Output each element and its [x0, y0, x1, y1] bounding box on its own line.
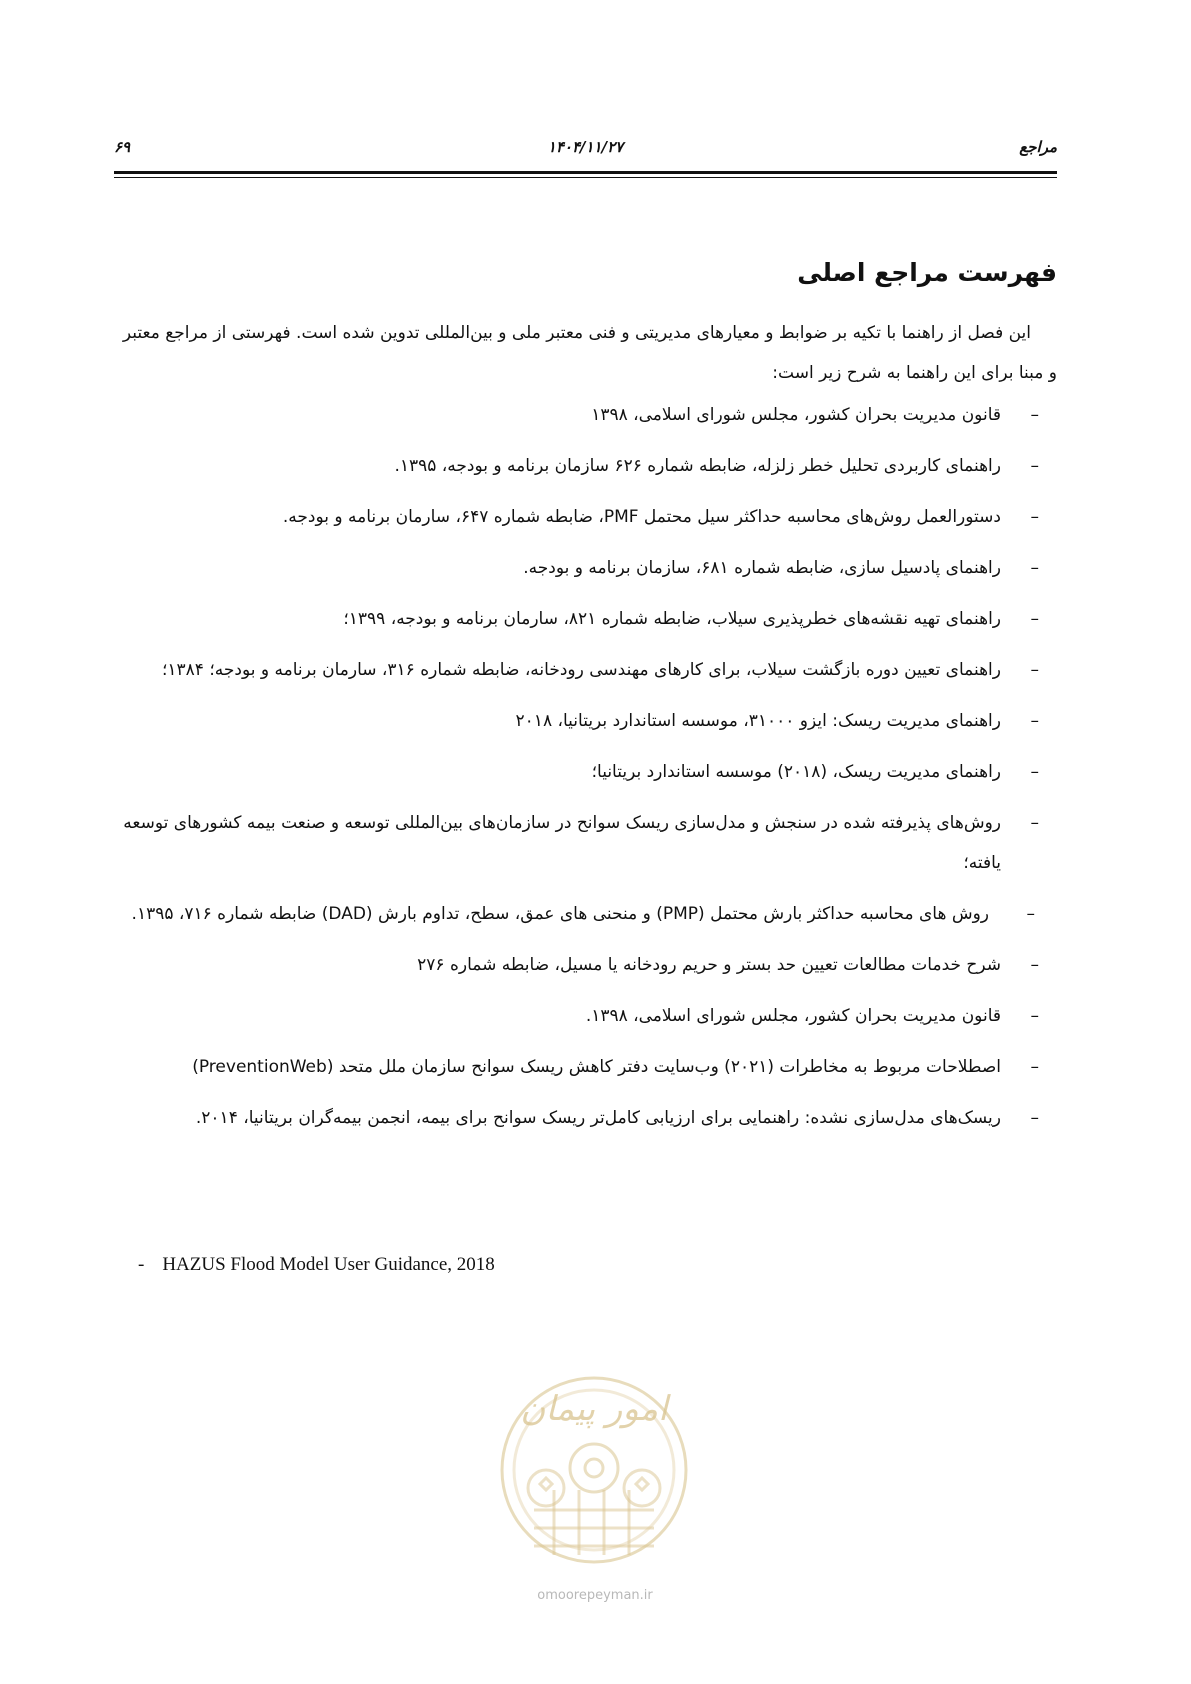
list-item — [114, 701, 1057, 741]
reference-text: روش‌های پذیرفته شده در سنجش و مدل‌سازی ریسک سوانح در سازمان‌های بین‌المللی توسعه و صنعت بیمه کشورهای توسعه یافته؛ — [123, 813, 1001, 873]
list-item — [114, 752, 1057, 792]
header-rule-thick — [114, 171, 1057, 174]
list-item — [114, 497, 1057, 537]
bullet-dash: – — [1030, 558, 1039, 578]
bullet-dash: – — [1030, 456, 1039, 476]
bullet-dash: – — [1030, 405, 1039, 425]
bullet-dash: – — [1030, 1108, 1039, 1128]
reference-text: راهنمای تهیه نقشه‌های خطرپذیری سیلاب، ضابطه شماره ۸۲۱، سارمان برنامه و بودجه، ۱۳۹۹؛ — [343, 609, 1001, 629]
header-page-number: ۶۹ — [114, 138, 131, 156]
reference-text: راهنمای کاربردی تحلیل خطر زلزله، ضابطه شماره ۶۲۶ سازمان برنامه و بودجه، ۱۳۹۵. — [394, 456, 1001, 476]
reference-text: ریسک‌های مدل‌سازی نشده: راهنمایی برای ارزیابی کامل‌تر ریسک سوانح برای بیمه، انجمن بیمه‌گران بریتانیا، ۲۰۱۴. — [195, 1108, 1001, 1128]
reference-text: راهنمای پادسیل سازی، ضابطه شماره ۶۸۱، سازمان برنامه و بودجه. — [523, 558, 1001, 578]
bullet-dash: – — [1026, 904, 1035, 924]
reference-text: قانون مدیریت بحران کشور، مجلس شورای اسلامی، ۱۳۹۸ — [591, 405, 1001, 425]
list-item — [114, 650, 1057, 690]
reference-text: راهنمای تعیین دوره بازگشت سیلاب، برای کارهای مهندسی رودخانه، ضابطه شماره ۳۱۶، سارمان برنامه و بودجه؛ ۱۳۸۴؛ — [162, 660, 1001, 680]
list-item — [114, 1098, 1057, 1138]
bullet-dash: – — [1030, 507, 1039, 527]
main-content — [114, 258, 1057, 1149]
list-item — [114, 996, 1057, 1036]
list-item — [114, 894, 1057, 934]
reference-text: اصطلاحات مربوط به مخاطرات (۲۰۲۱) وب‌سایت دفتر کاهش ریسک سوانح سازمان ملل متحد (PreventionWeb) — [192, 1057, 1001, 1077]
bullet-dash: – — [1030, 955, 1039, 975]
list-item — [114, 395, 1057, 435]
english-bullet-dash: - — [138, 1254, 145, 1275]
english-reference-text: HAZUS Flood Model User Guidance, 2018 — [162, 1254, 495, 1275]
intro-paragraph: این فصل از راهنما با تکیه بر ضوابط و معیارهای مدیریتی و فنی معتبر ملی و بین‌المللی تدوین شده است. فهرستی از مراجع معتبر و مبنا برای این راهنما به شرح زیر است: — [122, 323, 1057, 383]
header-section-name: مراجع — [1019, 138, 1057, 156]
reference-list — [114, 395, 1057, 1138]
header-date: ۱۴۰۴/۱۱/۲۷ — [547, 138, 624, 156]
reference-text: روش های محاسبه حداکثر بارش محتمل (PMP) و منحنی های عمق، سطح، تداوم بارش (DAD) ضابطه شماره ۷۱۶، ۱۳۹۵. — [131, 904, 989, 924]
english-reference — [138, 1254, 495, 1276]
bullet-dash: – — [1030, 609, 1039, 629]
reference-text: دستورالعمل روش‌های محاسبه حداکثر سیل محتمل PMF، ضابطه شماره ۶۴۷، سارمان برنامه و بودجه. — [282, 507, 1001, 527]
list-item — [114, 1047, 1057, 1087]
bullet-dash: – — [1030, 762, 1039, 782]
reference-text: راهنمای مدیریت ریسک، (۲۰۱۸) موسسه استاندارد بریتانیا؛ — [591, 762, 1001, 782]
list-item — [114, 446, 1057, 486]
bullet-dash: – — [1030, 660, 1039, 680]
list-item — [114, 599, 1057, 639]
page-title: فهرست مراجع اصلی — [797, 258, 1057, 287]
reference-text: قانون مدیریت بحران کشور، مجلس شورای اسلامی، ۱۳۹۸. — [585, 1006, 1001, 1026]
watermark-text: امور پیمان — [520, 1389, 668, 1429]
bullet-dash: – — [1030, 813, 1039, 833]
bullet-dash: – — [1030, 1006, 1039, 1026]
reference-text: شرح خدمات مطالعات تعیین حد بستر و حریم رودخانه یا مسیل، ضابطه شماره ۲۷۶ — [417, 955, 1001, 975]
list-item — [114, 803, 1057, 883]
page-header — [114, 138, 1057, 168]
header-rule-thin — [114, 177, 1057, 178]
reference-text: راهنمای مدیریت ریسک: ایزو ۳۱۰۰۰، موسسه استاندارد بریتانیا، ۲۰۱۸ — [515, 711, 1001, 731]
list-item — [114, 945, 1057, 985]
bullet-dash: – — [1030, 711, 1039, 731]
watermark-logo — [484, 1350, 704, 1590]
watermark-url: omoorepeyman.ir — [537, 1588, 653, 1603]
list-item — [114, 548, 1057, 588]
bullet-dash: – — [1030, 1057, 1039, 1077]
